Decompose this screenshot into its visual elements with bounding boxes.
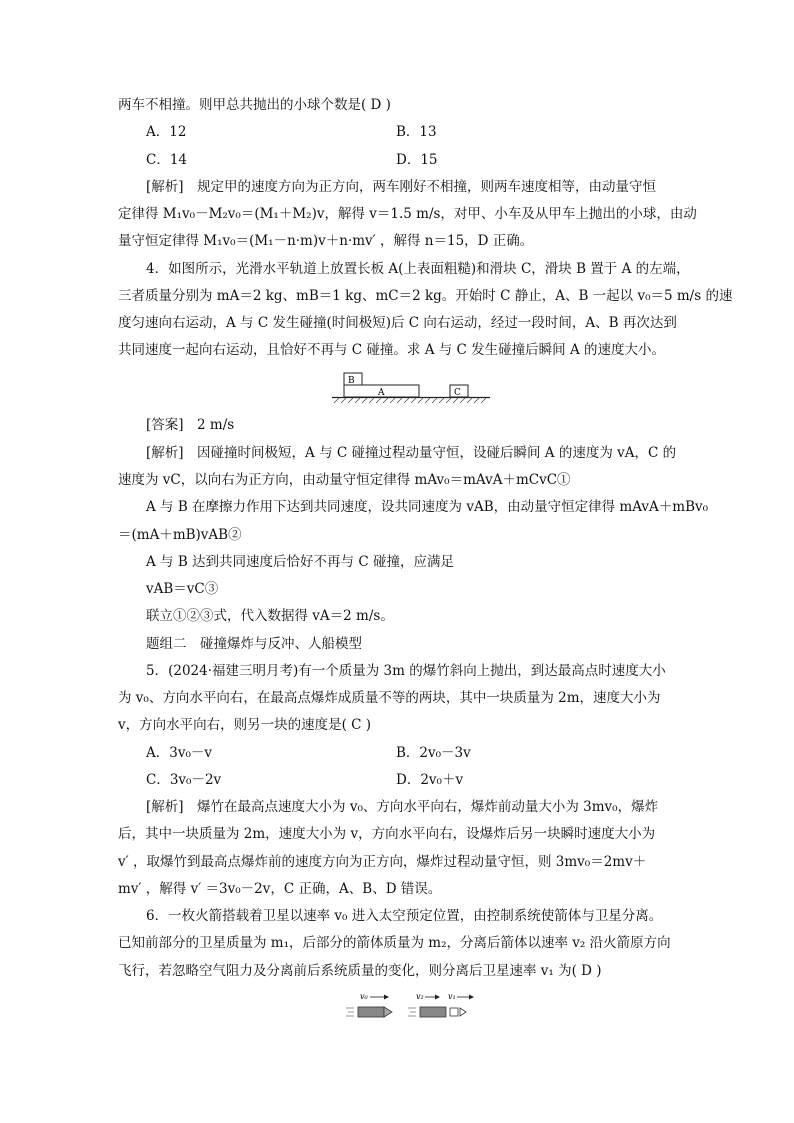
exhaust-marks-2 bbox=[408, 1008, 416, 1016]
q4-answer: [答案] 2 m/s bbox=[146, 417, 235, 433]
q4-explanation-4: ＝(mA＋mB)vAB② bbox=[118, 527, 242, 543]
label-v2: v₂ bbox=[416, 992, 424, 1001]
label-v0: v₀ bbox=[360, 992, 368, 1001]
label-a: A bbox=[378, 388, 385, 398]
label-v1: v₁ bbox=[448, 992, 456, 1001]
group-heading: 题组二 碰撞爆炸与反冲、人船模型 bbox=[146, 636, 362, 652]
q5-option-b: B．2v₀－3v bbox=[396, 745, 471, 761]
q5-option-a: A．3v₀－v bbox=[146, 745, 213, 761]
arrow-v0-head bbox=[384, 995, 389, 1000]
q4-explanation-3: A 与 B 在摩擦力作用下达到共同速度，设共同速度为 vAB，由动量守恒定律得 mAvA＋mBv₀ bbox=[146, 499, 709, 515]
q3-option-d: D．15 bbox=[396, 152, 438, 168]
exhaust-marks-1 bbox=[346, 1008, 354, 1016]
q5-option-d: D．2v₀＋v bbox=[396, 772, 464, 788]
q5-explanation-3: v′ ，取爆竹到最高点爆炸前的速度方向为正方向，爆炸过程动量守恒，则 3mv₀＝2mv＋ bbox=[118, 854, 647, 870]
satellite-nose bbox=[460, 1008, 466, 1016]
q4-explanation-7: 联立①②③式，代入数据得 vA＝2 m/s。 bbox=[146, 608, 394, 624]
arrow-v2-head bbox=[435, 995, 440, 1000]
q4-explanation-2: 速度为 vC，以向右为正方向，由动量守恒定律得 mAv₀＝mAvA＋mCvC① bbox=[118, 472, 571, 488]
q4-line-1: 4．如图所示，光滑水平轨道上放置长板 A(上表面粗糙)和滑块 C，滑块 B 置于 A 的左端， bbox=[146, 261, 690, 277]
q5-explanation-1: [解析] 爆竹在最高点速度大小为 v₀、方向水平向右，爆炸前动量大小为 3mv₀，爆炸 bbox=[146, 799, 659, 815]
q4-line-4: 共同速度一起向右运动，且恰好不再与 C 碰撞。求 A 与 C 发生碰撞后瞬间 A 的速度大小。 bbox=[118, 342, 665, 358]
q5-explanation-4: mv′ ，解得 v′ ＝3v₀－2v，C 正确，A、B、D 错误。 bbox=[118, 881, 442, 897]
rocket-nose-before bbox=[384, 1007, 392, 1017]
arrow-v1-head bbox=[469, 995, 474, 1000]
q6-line-2: 已知前部分的卫星质量为 m₁，后部分的箭体质量为 m₂，分离后箭体以速率 v₂ 沿火箭原方向 bbox=[118, 935, 671, 951]
rocket-body-after bbox=[420, 1007, 446, 1017]
q3-option-a: A．12 bbox=[146, 124, 187, 140]
ground-hatch bbox=[334, 398, 486, 403]
q3-option-b: B．13 bbox=[396, 124, 437, 140]
q5-line-3: v，方向水平向右，则另一块的速度是( C ) bbox=[118, 717, 372, 733]
label-b: B bbox=[348, 376, 355, 386]
label-c: C bbox=[454, 388, 461, 398]
q5-explanation-2: 后，其中一块质量为 2m，速度大小为 v，方向水平向右，设爆炸后另一块瞬时速度大小为 bbox=[118, 826, 656, 842]
rocket-body-before bbox=[358, 1007, 384, 1017]
q3-intro: 两车不相撞。则甲总共抛出的小球个数是( D ) bbox=[118, 97, 391, 113]
q4-figure bbox=[330, 372, 492, 406]
q4-explanation-5: A 与 B 达到共同速度后恰好不再与 C 碰撞，应满足 bbox=[146, 554, 454, 570]
q5-option-c: C．3v₀－2v bbox=[146, 772, 222, 788]
q3-option-c: C．14 bbox=[146, 152, 188, 168]
q6-line-3: 飞行，若忽略空气阻力及分离前后系统质量的变化，则分离后卫星速率 v₁ 为( D ) bbox=[118, 963, 602, 979]
q4-line-2: 三者质量分别为 mA＝2 kg、mB＝1 kg、mC＝2 kg。开始时 C 静止，A、B 一起以 v₀＝5 m/s 的速 bbox=[118, 288, 733, 304]
q6-figure bbox=[340, 990, 480, 1024]
q4-line-3: 度匀速向右运动，A 与 C 发生碰撞(时间极短)后 C 向右运动，经过一段时间，A、B 再次达到 bbox=[118, 315, 677, 331]
q4-explanation-1: [解析] 因碰撞时间极短，A 与 C 碰撞过程动量守恒，设碰后瞬间 A 的速度为 vA，C 的 bbox=[146, 445, 677, 461]
q3-explanation-2: 定律得 M₁v₀－M₂v₀＝(M₁＋M₂)v，解得 v＝1.5 m/s，对甲、小车及从甲车上抛出的小球，由动 bbox=[118, 206, 697, 222]
q5-line-2: 为 v₀、方向水平向右，在最高点爆炸成质量不等的两块，其中一块质量为 2m，速度大小为 bbox=[118, 690, 661, 706]
q4-explanation-6: vAB＝vC③ bbox=[146, 581, 219, 597]
q6-line-1: 6．一枚火箭搭载着卫星以速率 v₀ 进入太空预定位置，由控制系统使箭体与卫星分离。 bbox=[146, 908, 663, 924]
satellite bbox=[450, 1008, 458, 1016]
q3-explanation-1: [解析] 规定甲的速度方向为正方向，两车刚好不相撞，则两车速度相等，由动量守恒 bbox=[146, 179, 657, 195]
q3-explanation-3: 量守恒定律得 M₁v₀＝(M₁－n·m)v＋n·mv′ ，解得 n＝15，D 正确。 bbox=[118, 233, 534, 249]
q5-line-1: 5．(2024·福建三明月考)有一个质量为 3m 的爆竹斜向上抛出，到达最高点时速度大小 bbox=[146, 663, 666, 679]
